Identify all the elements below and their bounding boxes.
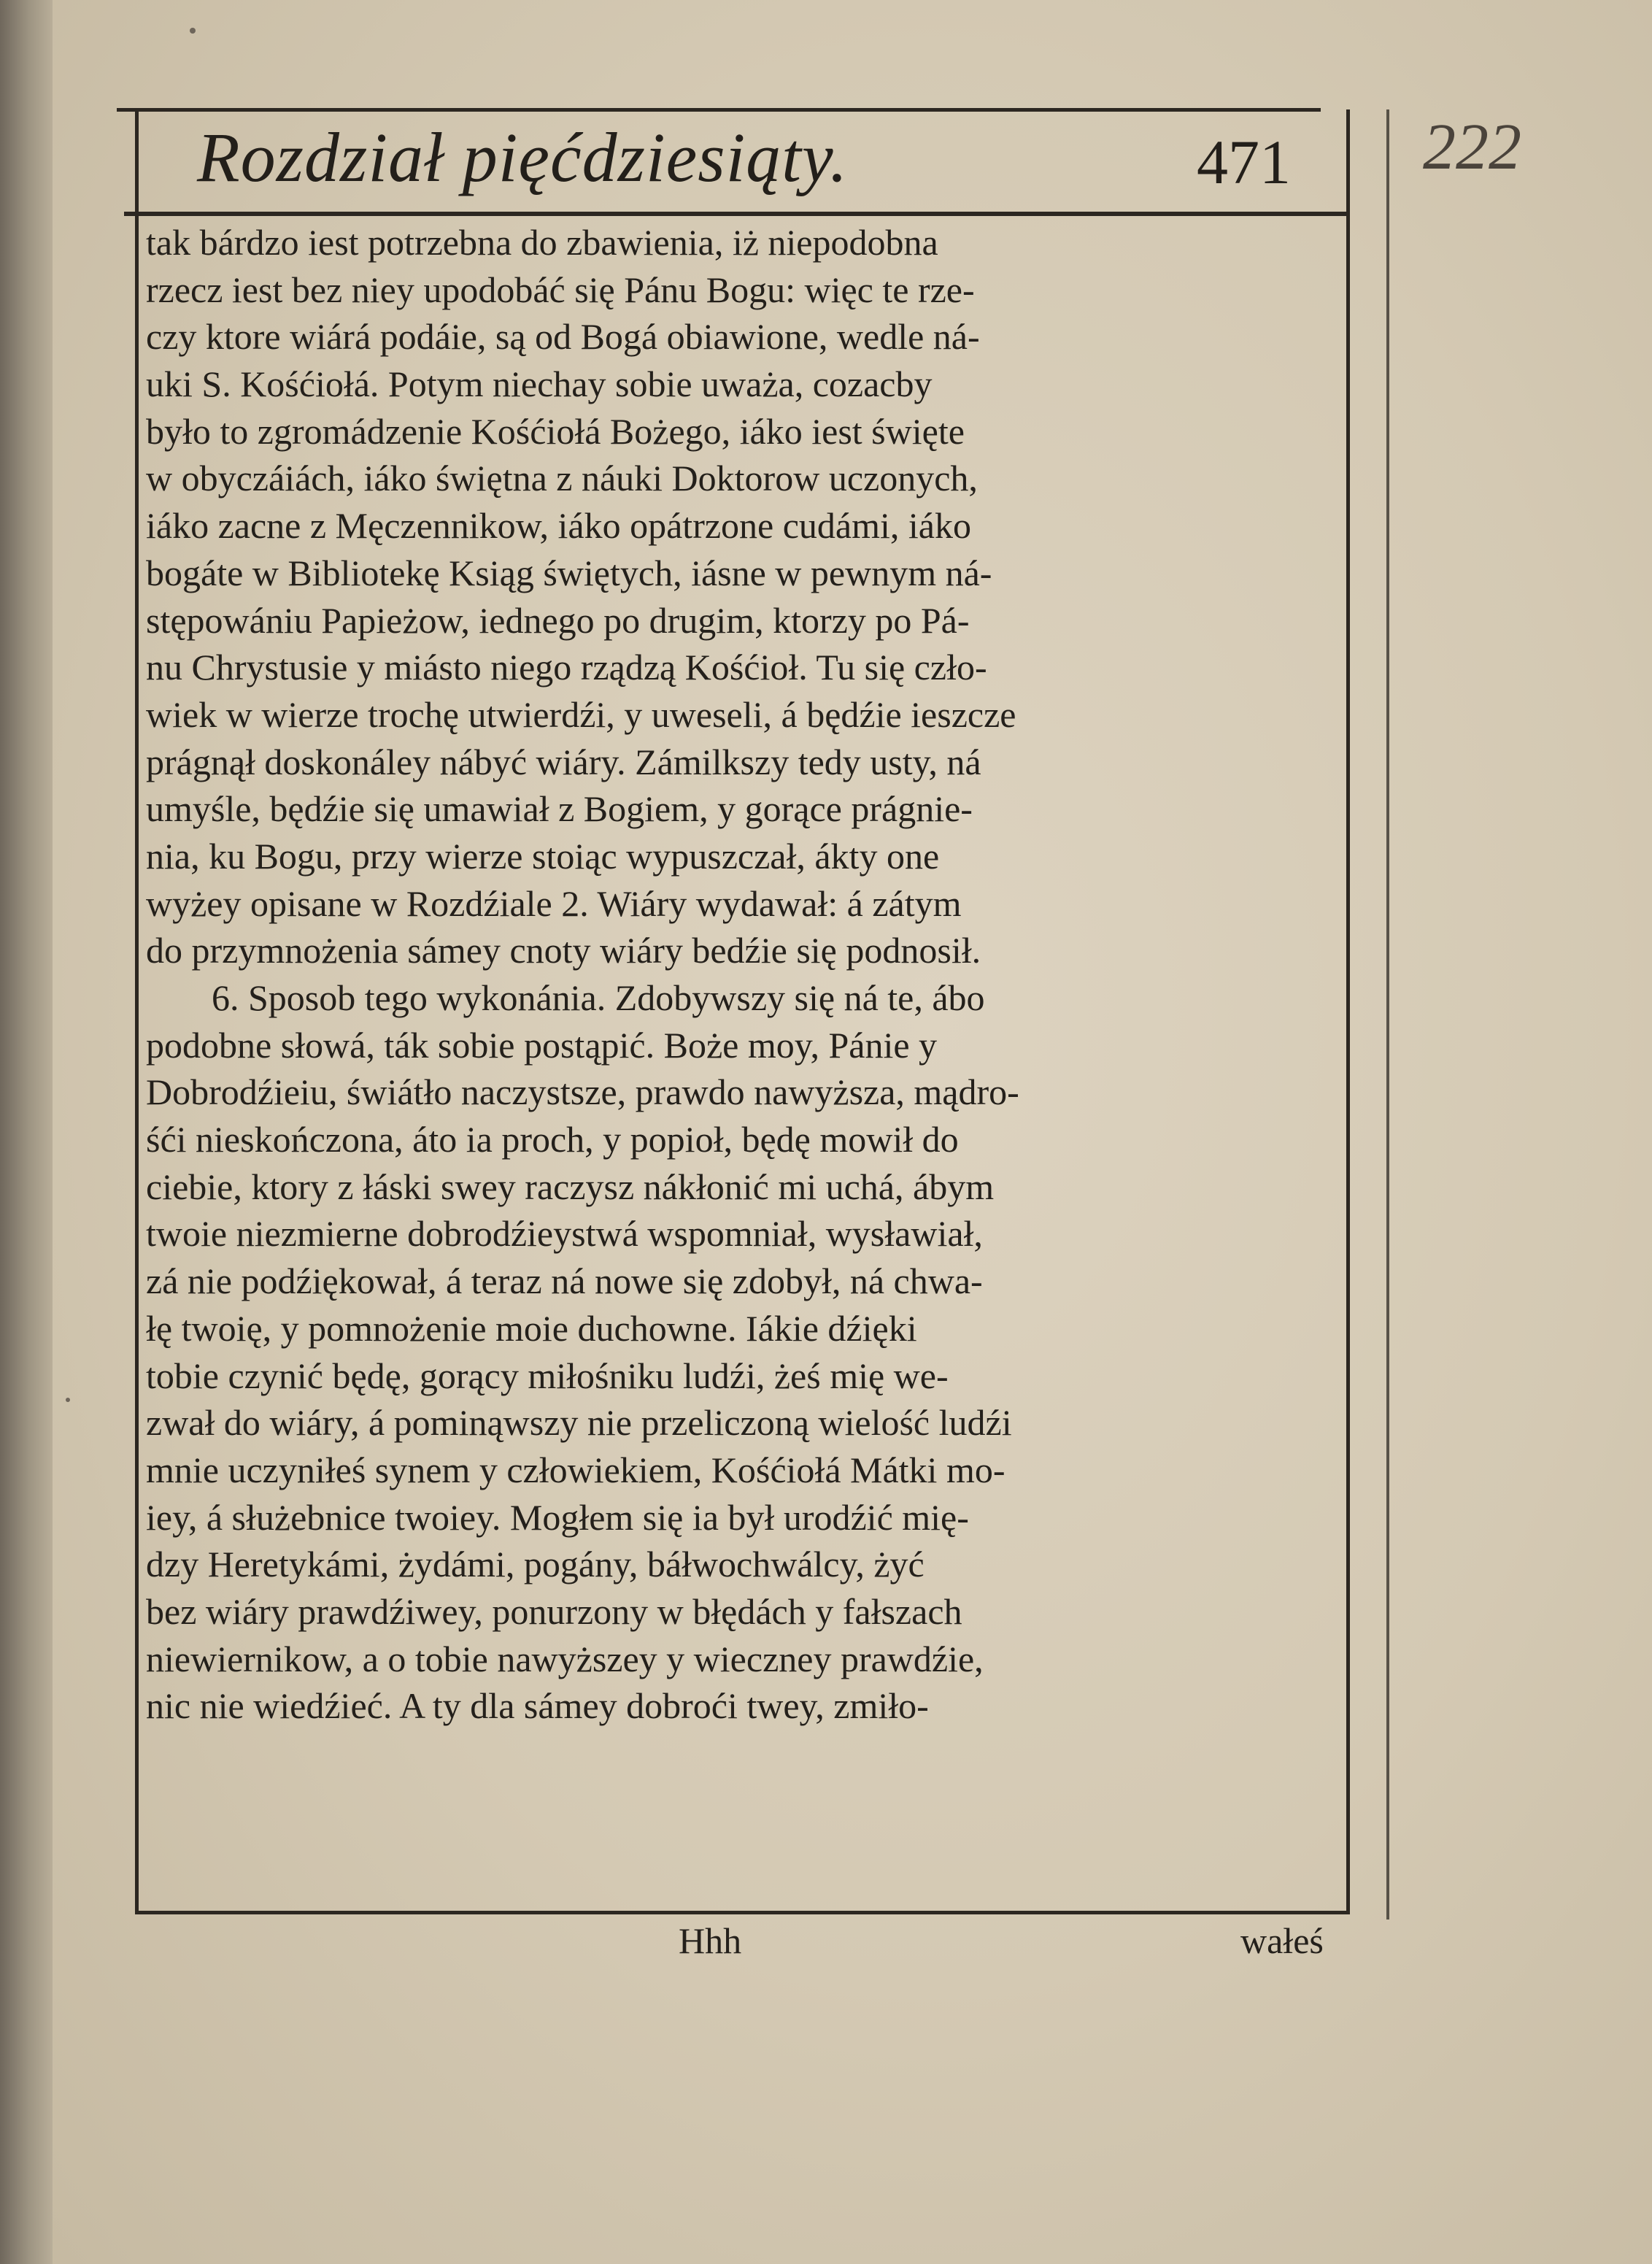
text-line: było to zgromádzenie Kośćiołá Bożego, iáko iest święte <box>146 410 965 452</box>
text-line: tak bárdzo iest potrzebna do zbawienia, iż niepodobna <box>146 222 938 263</box>
frame-rule-bottom <box>135 1911 1350 1914</box>
text-line: dzy Heretykámi, żydámi, pogány, báłwochwálcy, żyć <box>146 1544 925 1585</box>
text-line: nic nie wiedźieć. A ty dla sámey dobroći twey, zmiło- <box>146 1685 929 1727</box>
running-head-title: Rozdział pięćdziesiąty. <box>197 118 849 196</box>
text-line: iey, á służebnice twoiey. Mogłem się ia był urodźić mię- <box>146 1496 969 1538</box>
text-line: wyżey opisane w Rozdźiale 2. Wiáry wydawał: á zátym <box>146 882 962 924</box>
text-line: nu Chrystusie y miásto niego rządzą Kośćioł. Tu się czło- <box>146 647 987 688</box>
text-line: stępowániu Papieżow, iednego po drugim, ktorzy po Pá- <box>146 599 970 641</box>
text-line: bez wiáry prawdźiwey, ponurzony w błędách y fałszach <box>146 1590 962 1632</box>
text-line: Dobrodźieiu, świátło naczystsze, prawdo nawyższa, mądro- <box>146 1071 1019 1113</box>
text-line: mnie uczyniłeś synem y człowiekiem, Kośćiołá Mátki mo- <box>146 1449 1006 1490</box>
text-line: iáko zacne z Męczennikow, iáko opátrzone cudámi, iáko <box>146 505 971 547</box>
text-line-section-start: 6. Sposob tego wykonánia. Zdobywszy się ná te, ábo <box>212 977 985 1018</box>
text-line: rzecz iest bez niey upodobáć się Pánu Bogu: więc te rze- <box>146 269 975 310</box>
text-line: niewiernikow, a o tobie nawyższey y wieczney prawdźie, <box>146 1638 984 1679</box>
book-binding-edge <box>0 0 53 2264</box>
text-line: zá nie podźiękował, á teraz ná nowe się zdobył, ná chwa- <box>146 1260 983 1302</box>
text-line: uki S. Kośćiołá. Potym niechay sobie uważa, cozacby <box>146 363 933 405</box>
margin-rule <box>1386 109 1389 1920</box>
text-line: twoie niezmierne dobrodźieystwá wspomniał, wysławiał, <box>146 1213 983 1255</box>
catchword: wałeś <box>1240 1920 1324 1961</box>
text-line: podobne słowá, ták sobie postąpić. Boże moy, Pánie y <box>146 1024 938 1066</box>
text-line: prágnął doskonáley nábyć wiáry. Zámilkszy tedy usty, ná <box>146 741 981 782</box>
signature-mark: Hhh <box>679 1920 742 1961</box>
text-line: w obyczáiách, iáko świętna z náuki Doktorow uczonych, <box>146 458 978 499</box>
text-line: nia, ku Bogu, przy wierze stoiąc wypuszczał, ákty one <box>146 835 940 877</box>
body-text <box>146 219 1343 1730</box>
text-line: śći nieskończona, áto ia proch, y popioł, będę mowił do <box>146 1119 959 1160</box>
paper-speck <box>66 1398 70 1402</box>
text-line: czy ktore wiárá podáie, są od Bogá obiawione, wedle ná- <box>146 316 980 358</box>
text-line: bogáte w Bibliotekę Ksiąg świętych, iásne w pewnym ná- <box>146 552 992 593</box>
text-line: tobie czynić będę, gorący miłośniku ludźi, żeś mię we- <box>146 1355 949 1396</box>
text-line: umyśle, będźie się umawiał z Bogiem, y gorące prágnie- <box>146 788 973 830</box>
paper-speck <box>190 28 196 34</box>
text-line: ciebie, ktory z łáski swey raczysz nákłonić mi uchá, ábym <box>146 1166 995 1207</box>
text-line: do przymnożenia sámey cnoty wiáry bedźie się podnosił. <box>146 930 981 971</box>
page-number: 471 <box>1197 127 1291 197</box>
text-line: łę twoię, y pomnożenie moie duchowne. Iákie dźięki <box>146 1307 917 1349</box>
text-line: wiek w wierze trochę utwierdźi, y uweseli, á będźie ieszcze <box>146 693 1016 735</box>
text-line: zwał do wiáry, á pominąwszy nie przeliczoną wielość ludźi <box>146 1402 1012 1444</box>
handwritten-folio-number: 222 <box>1423 111 1521 183</box>
